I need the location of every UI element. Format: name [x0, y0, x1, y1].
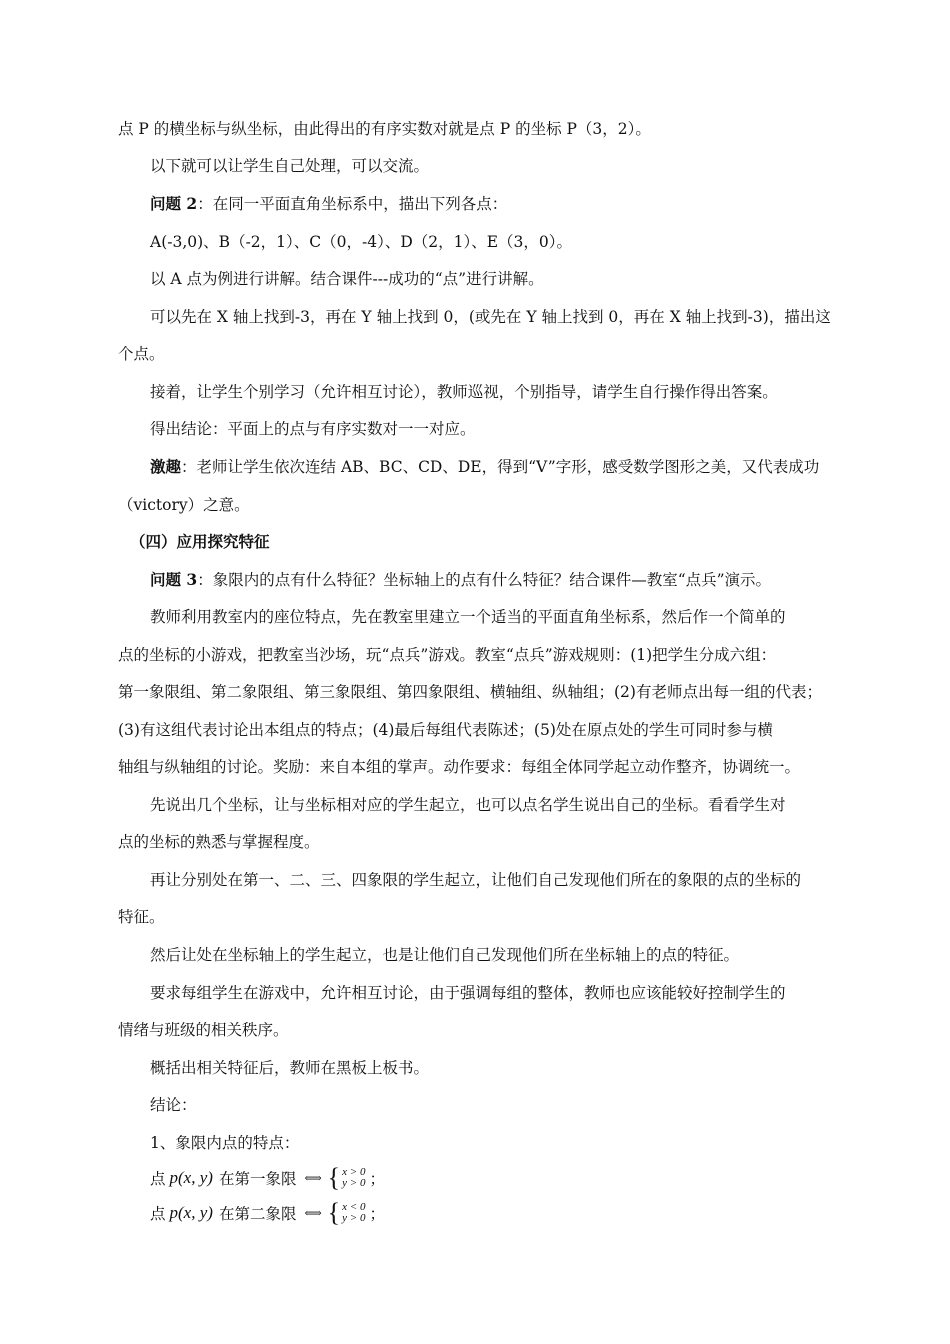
paragraph: 以下就可以让学生自己处理，可以交流。 — [150, 157, 430, 175]
brace-icon: { — [327, 1163, 341, 1192]
paragraph: 先说出几个坐标，让与坐标相对应的学生起立，也可以点名学生说出自己的坐标。看看学生对 — [150, 796, 786, 814]
point-list: A(-3,0)、B（-2，1）、C（0，-4）、D（2，1）、E（3，0）。 — [150, 233, 573, 251]
paragraph: 可以先在 X 轴上找到-3，再在 Y 轴上找到 0，(或先在 Y 轴上找到 0，再在 X 轴上找到-3)，描出这 — [150, 308, 831, 326]
paragraph: 接着，让学生个别学习（允许相互讨论），教师巡视，个别指导，请学生自行操作得出答案。 — [150, 383, 778, 401]
conclusion-label: 结论： — [150, 1096, 197, 1114]
paragraph-continuation: 情绪与班级的相关秩序。 — [118, 1021, 289, 1039]
point-expression: p(x, y) — [169, 1168, 213, 1187]
question-3: 问题 3：象限内的点有什么特征？坐标轴上的点有什么特征？结合课件—教室“点兵”演示。 — [150, 570, 772, 589]
motivation: 激趣：老师让学生依次连结 AB、BC、CD、DE，得到“V”字形，感受数学图形之美，又代表成功 — [150, 457, 820, 476]
section-heading: （四）应用探究特征 — [130, 532, 270, 551]
paragraph-continuation: 第一象限组、第二象限组、第三象限组、第四象限组、横轴组、纵轴组；(2)有老师点出每一组的代表； — [118, 683, 822, 701]
paragraph: 再让分别处在第一、二、三、四象限的学生起立，让他们自己发现他们所在的象限的点的坐标的 — [150, 871, 802, 889]
inequality-system: x < 0 y > 0 — [342, 1201, 366, 1224]
paragraph: 概括出相关特征后，教师在黑板上板书。 — [150, 1059, 430, 1077]
iff-symbol: ⟺ — [304, 1206, 320, 1220]
question-label: 问题 3 — [150, 570, 198, 589]
inequality-system: x > 0 y > 0 — [342, 1166, 366, 1189]
list-item: 1、象限内点的特点： — [150, 1134, 300, 1152]
paragraph: 教师利用教室内的座位特点，先在教室里建立一个适当的平面直角坐标系，然后作一个简单的 — [150, 608, 786, 626]
brace-icon: { — [327, 1198, 341, 1227]
paragraph-continuation: 特征。 — [118, 908, 165, 926]
paragraph-continuation: (3)有这组代表讨论出本组点的特点；(4)最后每组代表陈述；(5)处在原点处的学生可同时参与横 — [118, 721, 773, 739]
motivation-label: 激趣 — [150, 457, 182, 476]
question-label: 问题 2 — [150, 194, 198, 213]
question-2: 问题 2：在同一平面直角坐标系中，描出下列各点： — [150, 194, 508, 213]
paragraph-continuation: （victory）之意。 — [118, 496, 250, 514]
paragraph-continuation: 点的坐标的小游戏，把教室当沙场，玩“点兵”游戏。教室“点兵”游戏规则：(1)把学生分成六组： — [118, 646, 777, 664]
iff-symbol: ⟺ — [304, 1171, 320, 1185]
paragraph: 要求每组学生在游戏中，允许相互讨论，由于强调每组的整体，教师也应该能较好控制学生的 — [150, 984, 786, 1002]
paragraph-continuation: 个点。 — [118, 345, 165, 363]
formula-quadrant-2: 点 p(x, y) 在第二象限 ⟺ { x < 0 y > 0 ； — [150, 1198, 385, 1227]
paragraph: 然后让处在坐标轴上的学生起立，也是让他们自己发现他们所在坐标轴上的点的特征。 — [150, 946, 740, 964]
formula-quadrant-1: 点 p(x, y) 在第一象限 ⟺ { x > 0 y > 0 ； — [150, 1163, 385, 1192]
point-expression: p(x, y) — [169, 1203, 213, 1222]
paragraph-continuation: 轴组与纵轴组的讨论。奖励：来自本组的掌声。动作要求：每组全体同学起立动作整齐，协调统一。 — [118, 758, 801, 776]
paragraph: 点 P 的横坐标与纵坐标，由此得出的有序实数对就是点 P 的坐标 P（3，2）。 — [118, 120, 651, 138]
paragraph: 以 A 点为例进行讲解。结合课件---成功的“点”进行讲解。 — [150, 270, 544, 288]
paragraph-continuation: 点的坐标的熟悉与掌握程度。 — [118, 833, 320, 851]
conclusion: 得出结论：平面上的点与有序实数对一一对应。 — [150, 420, 476, 438]
